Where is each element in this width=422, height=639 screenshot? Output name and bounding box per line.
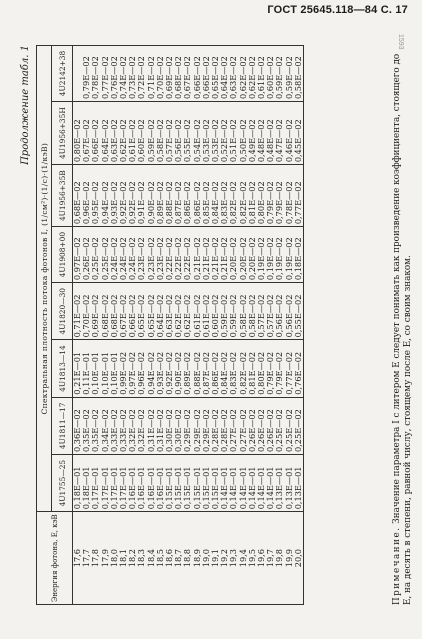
- value-cell: 0,76E—02: [294, 340, 304, 397]
- value-cell: 0,68E—02: [101, 283, 110, 340]
- value-cell: 0,15E—01: [183, 455, 192, 512]
- value-cell: 0,19E—02: [257, 227, 266, 283]
- value-cell: 0,83E—02: [220, 165, 229, 227]
- value-cell: 0,35E—02: [82, 397, 91, 454]
- value-cell: 0,68E—02: [110, 283, 119, 340]
- value-cell: 0,24E—02: [128, 227, 137, 283]
- value-cell: 0,94E—02: [147, 340, 156, 397]
- energy-cell: 18,7: [174, 512, 183, 605]
- value-cell: 0,78E—02: [91, 46, 100, 102]
- value-cell: 0,19E—02: [266, 227, 275, 283]
- value-cell: 0,56E—02: [275, 283, 284, 340]
- value-cell: 0,14E—01: [248, 455, 257, 512]
- energy-cell: 19,3: [229, 512, 238, 605]
- value-cell: 0,84E—02: [211, 165, 220, 227]
- value-cell: 0,20E—02: [229, 227, 238, 283]
- value-cell: 0,91E—02: [137, 165, 146, 227]
- value-cell: 0,34E—02: [101, 397, 110, 454]
- value-cell: 0,94E—02: [101, 165, 110, 227]
- value-cell: 0,93E—02: [156, 340, 165, 397]
- value-cell: 0,62E—02: [183, 283, 192, 340]
- value-cell: 0,79E—02: [275, 165, 284, 227]
- value-cell: 0,89E—02: [156, 165, 165, 227]
- value-cell: 0,66E—02: [193, 46, 202, 102]
- value-cell: 0,14E—01: [220, 455, 229, 512]
- value-cell: 0,11E—01: [82, 340, 91, 397]
- energy-cell: 19,7: [266, 512, 275, 605]
- value-cell: 0,71E—02: [147, 46, 156, 102]
- value-cell: 0,97E—02: [73, 227, 83, 283]
- value-cell: 0,93E—02: [110, 165, 119, 227]
- energy-cell: 17,7: [82, 512, 91, 605]
- energy-column-header: Энергия фотона, E, кэВ: [37, 512, 73, 605]
- value-cell: 0,66E—02: [202, 46, 211, 102]
- energy-cell: 19,9: [285, 512, 294, 605]
- value-cell: 0,33E—02: [110, 397, 119, 454]
- value-cell: 0,25E—02: [285, 397, 294, 454]
- value-cell: 0,66E—02: [128, 283, 137, 340]
- value-cell: 0,21E—01: [73, 340, 83, 397]
- column-header: 4U1956+35H: [52, 102, 73, 165]
- value-cell: 0,82E—02: [239, 165, 248, 227]
- value-cell: 0,61E—02: [128, 102, 137, 165]
- value-cell: 0,30E—02: [165, 397, 174, 454]
- value-cell: 0,65E—02: [137, 283, 146, 340]
- value-cell: 0,32E—02: [137, 397, 146, 454]
- table-row: [294, 46, 304, 605]
- value-cell: 0,15E—01: [174, 455, 183, 512]
- value-cell: 0,26E—02: [82, 227, 91, 283]
- value-cell: 0,96E—02: [82, 165, 91, 227]
- value-cell: 0,83E—02: [229, 340, 238, 397]
- value-cell: 0,87E—02: [174, 165, 183, 227]
- value-cell: 0,81E—02: [248, 340, 257, 397]
- energy-cell: 17,8: [91, 512, 100, 605]
- value-cell: 0,58E—02: [239, 283, 248, 340]
- group-header: Спектральная плотность потока фотонов I, (1/см²)·(1/с)·(1/кэВ): [37, 46, 52, 512]
- value-cell: 0,63E—02: [229, 46, 238, 102]
- value-cell: 0,33E—02: [119, 397, 128, 454]
- continuation-label: Продолжение табл. 1: [20, 45, 31, 165]
- value-cell: 0,10E—01: [91, 340, 100, 397]
- value-cell: 0,15E—01: [165, 455, 174, 512]
- value-cell: 0,24E—02: [110, 227, 119, 283]
- value-cell: 0,84E—02: [220, 340, 229, 397]
- value-cell: 0,97E—02: [128, 340, 137, 397]
- value-cell: 0,20E—02: [248, 227, 257, 283]
- value-cell: 0,59E—02: [285, 46, 294, 102]
- value-cell: 0,53E—02: [202, 102, 211, 165]
- value-cell: 0,90E—02: [174, 340, 183, 397]
- value-cell: 0,58E—02: [156, 102, 165, 165]
- value-cell: 0,15E—01: [193, 455, 202, 512]
- value-cell: 0,57E—02: [165, 102, 174, 165]
- value-cell: 0,79E—02: [82, 46, 91, 102]
- value-cell: 0,64E—02: [220, 46, 229, 102]
- value-cell: 0,82E—02: [229, 165, 238, 227]
- value-cell: 0,48E—02: [257, 102, 266, 165]
- energy-cell: 19,2: [220, 512, 229, 605]
- value-cell: 0,77E—02: [285, 340, 294, 397]
- value-cell: 0,71E—02: [73, 283, 83, 340]
- value-cell: 0,22E—02: [183, 227, 192, 283]
- value-cell: 0,30E—02: [174, 397, 183, 454]
- value-cell: 0,63E—02: [110, 102, 119, 165]
- value-cell: 0,85E—02: [202, 165, 211, 227]
- energy-cell: 19,0: [202, 512, 211, 605]
- value-cell: 0,59E—02: [229, 283, 238, 340]
- value-cell: 0,96E—02: [137, 340, 146, 397]
- value-cell: 0,14E—01: [229, 455, 238, 512]
- energy-cell: 17,6: [73, 512, 83, 605]
- value-cell: 0,76E—02: [110, 46, 119, 102]
- value-cell: 0,13E—01: [275, 455, 284, 512]
- value-cell: 0,26E—02: [266, 397, 275, 454]
- value-cell: 0,63E—02: [165, 283, 174, 340]
- value-cell: 0,18E—01: [82, 455, 91, 512]
- value-cell: 0,25E—02: [101, 227, 110, 283]
- flux-table: [36, 45, 304, 605]
- value-cell: 0,74E—02: [119, 46, 128, 102]
- value-cell: 0,57E—02: [266, 283, 275, 340]
- value-cell: 0,50E—02: [239, 102, 248, 165]
- value-cell: 0,62E—02: [174, 283, 183, 340]
- value-cell: 0,53E—02: [211, 102, 220, 165]
- value-cell: 0,28E—02: [211, 397, 220, 454]
- value-cell: 0,55E—02: [183, 102, 192, 165]
- value-cell: 0,57E—02: [257, 283, 266, 340]
- value-cell: 0,56E—02: [285, 283, 294, 340]
- value-cell: 0,17E—01: [91, 455, 100, 512]
- value-cell: 0,46E—02: [285, 102, 294, 165]
- value-cell: 0,27E—02: [229, 397, 238, 454]
- energy-cell: 18,3: [137, 512, 146, 605]
- value-cell: 0,21E—02: [193, 227, 202, 283]
- value-cell: 0,31E—02: [147, 397, 156, 454]
- value-cell: 0,68E—02: [73, 165, 83, 227]
- value-cell: 0,16E—01: [156, 455, 165, 512]
- energy-cell: 18,2: [128, 512, 137, 605]
- standard-header: ГОСТ 25645.118—84 С. 17: [267, 4, 408, 16]
- value-cell: 0,13E—01: [285, 455, 294, 512]
- value-cell: 0,67E—02: [183, 46, 192, 102]
- value-cell: 0,21E—02: [202, 227, 211, 283]
- value-cell: 0,59E—02: [275, 46, 284, 102]
- value-cell: 0,61E—02: [202, 283, 211, 340]
- value-cell: 0,35E—02: [91, 397, 100, 454]
- value-cell: 0,69E—02: [91, 283, 100, 340]
- column-header: 4U1956+35B: [52, 165, 73, 227]
- value-cell: 0,92E—02: [128, 165, 137, 227]
- value-cell: 0,88E—02: [193, 340, 202, 397]
- column-header: 4U1820—30: [52, 283, 73, 340]
- value-cell: 0,16E—01: [137, 455, 146, 512]
- value-cell: 0,65E—02: [147, 283, 156, 340]
- value-cell: 0,92E—02: [119, 165, 128, 227]
- value-cell: 0,45E—02: [294, 102, 304, 165]
- column-header: 4U1755—25: [52, 455, 73, 512]
- value-cell: 0,54E—02: [193, 102, 202, 165]
- column-header: 4U1811—17: [52, 397, 73, 454]
- energy-cell: 19,1: [211, 512, 220, 605]
- value-cell: 0,59E—02: [147, 102, 156, 165]
- value-cell: 0,87E—02: [202, 340, 211, 397]
- value-cell: 0,16E—01: [147, 455, 156, 512]
- value-cell: 0,70E—02: [82, 283, 91, 340]
- value-cell: 0,60E—02: [211, 283, 220, 340]
- value-cell: 0,73E—02: [128, 46, 137, 102]
- value-cell: 0,25E—02: [91, 227, 100, 283]
- value-cell: 0,47E—02: [275, 102, 284, 165]
- value-cell: 0,67E—02: [119, 283, 128, 340]
- value-cell: 0,32E—02: [128, 397, 137, 454]
- value-cell: 0,86E—02: [211, 340, 220, 397]
- value-cell: 0,31E—02: [156, 397, 165, 454]
- value-cell: 0,60E—02: [137, 102, 146, 165]
- value-cell: 0,61E—02: [257, 46, 266, 102]
- value-cell: 0,18E—02: [294, 227, 304, 283]
- value-cell: 0,20E—02: [239, 227, 248, 283]
- value-cell: 0,66E—02: [91, 102, 100, 165]
- value-cell: 0,79E—02: [266, 340, 275, 397]
- energy-cell: 18,6: [165, 512, 174, 605]
- value-cell: 0,29E—02: [202, 397, 211, 454]
- value-cell: 0,26E—02: [257, 397, 266, 454]
- energy-cell: 18,0: [110, 512, 119, 605]
- value-cell: 0,60E—02: [266, 46, 275, 102]
- value-cell: 0,90E—02: [147, 165, 156, 227]
- value-cell: 0,17E—01: [119, 455, 128, 512]
- value-cell: 0,89E—02: [183, 340, 192, 397]
- value-cell: 0,77E—02: [101, 46, 110, 102]
- value-cell: 0,58E—02: [248, 283, 257, 340]
- value-cell: 0,77E—02: [294, 165, 304, 227]
- energy-cell: 20,0: [294, 512, 304, 605]
- value-cell: 0,23E—02: [156, 227, 165, 283]
- value-cell: 0,72E—02: [137, 46, 146, 102]
- value-cell: 0,70E—02: [156, 46, 165, 102]
- rotated-table-block: [20, 45, 413, 605]
- value-cell: 0,64E—02: [156, 283, 165, 340]
- value-cell: 0,17E—01: [101, 455, 110, 512]
- value-cell: 0,58E—02: [294, 46, 304, 102]
- value-cell: 0,16E—01: [128, 455, 137, 512]
- column-header: 4U1908+00: [52, 227, 73, 283]
- value-cell: 0,61E—02: [193, 283, 202, 340]
- value-cell: 0,80E—02: [257, 340, 266, 397]
- value-cell: 0,62E—02: [239, 46, 248, 102]
- value-cell: 0,36E—02: [73, 397, 83, 454]
- value-cell: 0,23E—02: [137, 227, 146, 283]
- value-cell: 0,79E—02: [266, 165, 275, 227]
- column-header: 4U2142+38: [52, 46, 73, 102]
- value-cell: 0,27E—02: [239, 397, 248, 454]
- value-cell: 0,80E—02: [73, 102, 83, 165]
- value-cell: 0,68E—02: [174, 46, 183, 102]
- value-cell: 0,14E—01: [266, 455, 275, 512]
- value-cell: 0,15E—01: [211, 455, 220, 512]
- value-cell: 0,18E—01: [73, 455, 83, 512]
- value-cell: 0,29E—02: [193, 397, 202, 454]
- value-cell: 0,13E—01: [294, 455, 304, 512]
- value-cell: 0,25E—02: [275, 397, 284, 454]
- value-cell: 0,14E—01: [257, 455, 266, 512]
- page-corner-mark: 1593: [397, 34, 405, 50]
- value-cell: 0,21E—02: [220, 227, 229, 283]
- value-cell: 0,56E—02: [174, 102, 183, 165]
- energy-cell: 18,1: [119, 512, 128, 605]
- value-cell: 0,22E—02: [165, 227, 174, 283]
- value-cell: 0,99E—02: [119, 340, 128, 397]
- value-cell: 0,10E—01: [101, 340, 110, 397]
- value-cell: 0,17E—01: [110, 455, 119, 512]
- column-header: 4U1813—14: [52, 340, 73, 397]
- value-cell: 0,69E—02: [165, 46, 174, 102]
- value-cell: 0,81E—02: [248, 165, 257, 227]
- note-lead: Примечание.: [392, 526, 402, 605]
- value-cell: 0,19E—02: [275, 227, 284, 283]
- value-cell: 0,10E—01: [110, 340, 119, 397]
- value-cell: 0,51E—02: [229, 102, 238, 165]
- value-cell: 0,23E—02: [147, 227, 156, 283]
- value-cell: 0,95E—02: [91, 165, 100, 227]
- value-cell: 0,26E—02: [248, 397, 257, 454]
- value-cell: 0,62E—02: [119, 102, 128, 165]
- value-cell: 0,29E—02: [183, 397, 192, 454]
- value-cell: 0,67E—02: [82, 102, 91, 165]
- value-cell: 0,86E—02: [193, 165, 202, 227]
- value-cell: 0,55E—02: [294, 283, 304, 340]
- table-note: [392, 45, 414, 605]
- energy-cell: 19,8: [275, 512, 284, 605]
- value-cell: 0,64E—02: [101, 102, 110, 165]
- energy-cell: 18,9: [193, 512, 202, 605]
- value-cell: 0,14E—01: [239, 455, 248, 512]
- energy-cell: 18,4: [147, 512, 156, 605]
- energy-cell: 18,5: [156, 512, 165, 605]
- value-cell: 0,49E—02: [248, 102, 257, 165]
- value-cell: 0,22E—02: [174, 227, 183, 283]
- value-cell: 0,52E—02: [220, 102, 229, 165]
- value-cell: 0,86E—02: [183, 165, 192, 227]
- value-cell: 0,48E—02: [266, 102, 275, 165]
- value-cell: 0,19E—02: [285, 227, 294, 283]
- value-cell: 0,92E—02: [165, 340, 174, 397]
- value-cell: 0,28E—02: [220, 397, 229, 454]
- value-cell: 0,79E—02: [275, 340, 284, 397]
- energy-cell: 19,4: [239, 512, 248, 605]
- energy-cell: 19,6: [257, 512, 266, 605]
- value-cell: 0,21E—02: [211, 227, 220, 283]
- value-cell: 0,82E—02: [239, 340, 248, 397]
- energy-cell: 19,5: [248, 512, 257, 605]
- value-cell: 0,65E—02: [211, 46, 220, 102]
- value-cell: 0,25E—02: [294, 397, 304, 454]
- value-cell: 0,88E—02: [165, 165, 174, 227]
- value-cell: 0,80E—02: [257, 165, 266, 227]
- value-cell: 0,59E—02: [220, 283, 229, 340]
- value-cell: 0,78E—02: [285, 165, 294, 227]
- note-text: Значение параметра I с литером E следует понимать как произведение коэффициента, стоящего до E, на десять в степени, равной числу, стоящему после E, со своим знаком.: [392, 53, 413, 605]
- energy-cell: 17,9: [101, 512, 110, 605]
- value-cell: 0,24E—02: [119, 227, 128, 283]
- energy-cell: 18,8: [183, 512, 192, 605]
- value-cell: 0,15E—01: [202, 455, 211, 512]
- value-cell: 0,62E—02: [248, 46, 257, 102]
